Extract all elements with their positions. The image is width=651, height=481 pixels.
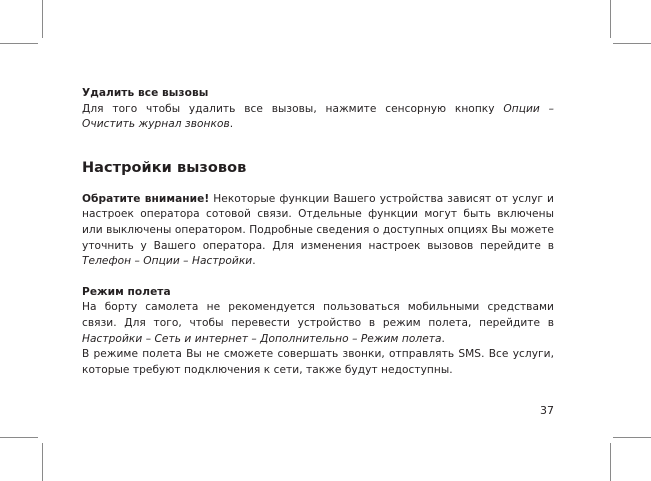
page-content — [82, 86, 554, 378]
flight-mode-paragraph — [82, 300, 554, 347]
crop-mark — [610, 443, 611, 481]
crop-mark — [0, 43, 38, 44]
punctuation: . — [441, 332, 445, 345]
note-label: Обратите внимание! — [82, 192, 210, 205]
crop-mark — [610, 0, 611, 38]
crop-mark — [0, 437, 38, 438]
flight-mode-text: На борту самолета не рекомендуется пользоваться мобильными средствами связи. Для того, чтобы перевести устройство в режим полета, перейдите в — [82, 301, 554, 329]
page-number: 37 — [540, 404, 554, 417]
flight-mode-paragraph-2: В режиме полета Вы не сможете совершать звонки, отправлять SMS. Все услуги, которые требуют подключения к сети, также будут недоступны. — [82, 348, 554, 376]
crop-mark — [42, 443, 43, 481]
flight-mode-title: Режим полета — [82, 285, 171, 298]
crop-mark — [42, 0, 43, 38]
delete-calls-title: Удалить все вызовы — [82, 87, 209, 99]
delete-calls-text: Для того чтобы удалить все вызовы, нажмите сенсорную кнопку — [82, 102, 504, 115]
delete-calls-paragraph — [82, 102, 554, 133]
note-path: Телефон – Опции – Настройки — [82, 255, 253, 268]
punctuation: . — [229, 118, 234, 131]
flight-mode-path: Настройки – Сеть и интернет – Дополнительно – Режим полета — [82, 332, 442, 345]
section-heading: Настройки вызовов — [82, 159, 247, 176]
crop-mark — [613, 43, 651, 44]
delete-calls-path: Опции – Очистить журнал звонков — [82, 102, 555, 131]
punctuation: . — [252, 255, 256, 268]
note-text: Некоторые функции Вашего устройства зависят от услуг и настроек оператора сотовой связи. Отдельные функции могут быть включены или выключены оператором. Подробные сведения о доступных опциях Вы можете уточнить у Вашего оператора. Для изменения настроек вызовов перейдите в — [82, 192, 554, 252]
crop-mark — [613, 437, 651, 438]
note-paragraph — [82, 192, 554, 270]
